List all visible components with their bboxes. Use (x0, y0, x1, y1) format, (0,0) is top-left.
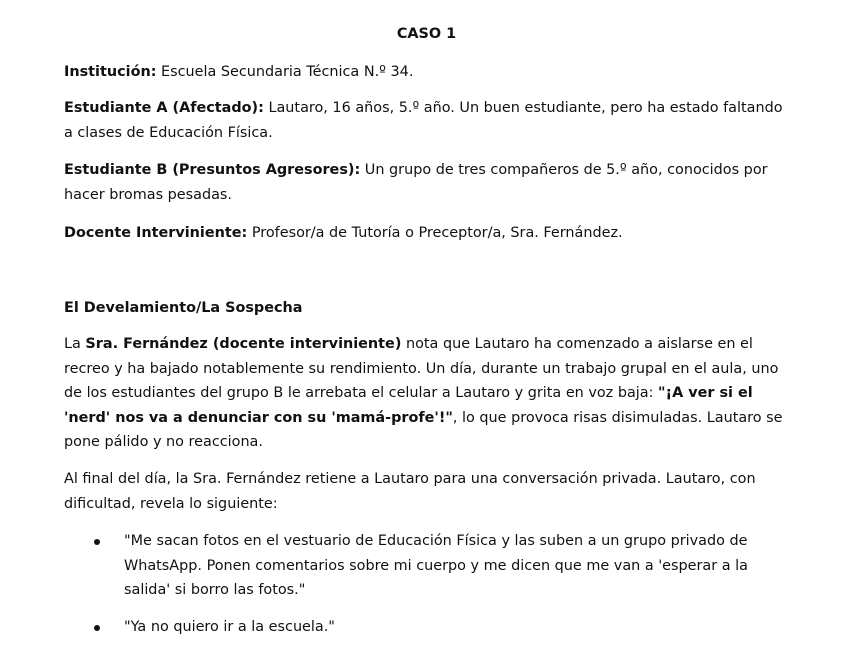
paragraph-conversacion: Al final del día, la Sra. Fernández retiene a Lautaro para una conversación privada. Lautaro, con dificultad, revela lo siguiente: (64, 471, 756, 512)
paragraph1-pre: La (64, 336, 86, 352)
bullet-icon (94, 539, 100, 545)
estudiante-a-paragraph (64, 96, 784, 145)
estudiante-a-label: Estudiante A (Afectado): (64, 100, 264, 116)
list-item (64, 615, 784, 640)
paragraph1-bold-docente: Sra. Fernández (docente interviniente) (85, 336, 402, 352)
list-item-text: "Me sacan fotos en el vestuario de Educación Física y las suben a un grupo privado de WhatsApp. Ponen comentarios sobre mi cuerpo y me dicen que me van a 'esperar a la salida' si borro las fotos." (124, 533, 748, 598)
document-title: CASO 1 (396, 26, 457, 42)
bullet-icon (94, 625, 100, 631)
estudiante-b-label: Estudiante B (Presuntos Agresores): (64, 162, 361, 178)
paragraph1-bold-quote: "¡A ver si el 'nerd' nos va a denunciar con su 'mamá-profe'!" (64, 385, 753, 426)
paragraph-develamiento (64, 332, 784, 455)
estudiante-b-value: Un grupo de tres compañeros de 5.º año, conocidos por hacer bromas pesadas. (64, 162, 768, 203)
list-item (64, 529, 784, 603)
section-heading: El Develamiento/La Sospecha (64, 300, 303, 316)
institucion-label: Institución: (64, 64, 157, 80)
estudiante-a-value: Lautaro, 16 años, 5.º año. Un buen estudiante, pero ha estado faltando a clases de Educación Física. (64, 100, 783, 141)
docente-label: Docente Interviniente: (64, 225, 248, 241)
docente-value: Profesor/a de Tutoría o Preceptor/a, Sra. Fernández. (247, 225, 623, 241)
paragraph1-post: , lo que provoca risas disimuladas. Lautaro se pone pálido y no reacciona. (64, 409, 783, 450)
docente-line (64, 221, 784, 246)
estudiante-b-paragraph (64, 158, 784, 207)
paragraph1-mid: nota que Lautaro ha comenzado a aislarse en el recreo y ha bajado notablemente su rendimiento. Un día, durante un trabajo grupal en el aula, uno de los estudiantes del grupo B le arrebata el celular a Lautaro y grita en voz baja: (64, 336, 779, 401)
list-item-text: "Ya no quiero ir a la escuela." (124, 619, 335, 635)
institucion-value: Escuela Secundaria Técnica N.º 34. (156, 64, 414, 80)
institucion-line (64, 60, 784, 85)
